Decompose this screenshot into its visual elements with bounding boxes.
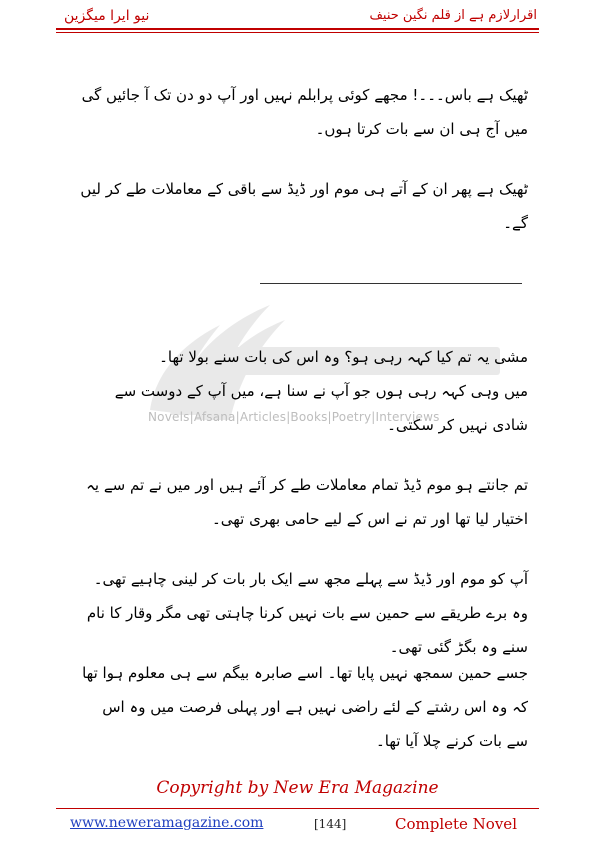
paragraph: مشی یہ تم کیا کہہ رہی ہو؟ وہ اس کی بات سنے بولا تھا۔ xyxy=(159,348,528,366)
section-divider xyxy=(260,283,522,284)
website-link[interactable]: www.neweramagazine.com xyxy=(70,815,264,831)
paragraph: جسے حمین سمجھ نہیں پایا تھا۔ اسے صابرہ بیگم سے ہی معلوم ہوا تھا کہ وہ اس رشتے کے لئے راضی نہیں ہے اور پہلی فرصت میں وہ اس سے بات کرنے چلا آیا تھا۔ xyxy=(82,664,528,750)
paragraph: ٹھیک ہے باس۔۔۔! مجھے کوئی پرابلم نہیں اور آپ دو دن تک آ جائیں گی میں آج ہی ان سے بات کرتا ہوں۔ xyxy=(81,86,528,138)
watermark-text: Novels|Afsana|Articles|Books|Poetry|Interviews xyxy=(148,410,440,424)
page-number: [144] xyxy=(314,817,347,831)
paragraph: تم جانتے ہو موم ڈیڈ تمام معاملات طے کر آئے ہیں اور میں نے تم سے یہ اختیار لیا تھا اور تم نے اس کے لیے حامی بھری تھی۔ xyxy=(86,476,528,528)
paragraph: میں وہی کہہ رہی ہوں جو آپ نے سنا ہے، میں آپ کے دوست سے شادی نہیں کر سکتی۔ xyxy=(114,382,528,434)
paragraph: ٹھیک ہے پھر ان کے آتے ہی موم اور ڈیڈ سے باقی کے معاملات طے کر لیں گے۔ xyxy=(80,180,528,232)
header-rule-thin xyxy=(56,32,539,33)
paragraph: آپ کو موم اور ڈیڈ سے پہلے مجھ سے ایک بار بات کر لینی چاہیے تھی۔ وہ برے طریقے سے حمین سے بات نہیں کرنا چاہتی تھی مگر وقار کا نام سنے وہ بگڑ گئی تھی۔ xyxy=(86,570,528,656)
novel-title: اقرارلازم ہے از قلم نگین حنیف xyxy=(369,8,537,23)
magazine-title: نیو ایرا میگزین xyxy=(64,8,150,24)
page-header xyxy=(0,0,595,30)
footer-rule xyxy=(56,808,539,809)
novel-type-label: Complete Novel xyxy=(395,815,517,833)
copyright-notice: Copyright by New Era Magazine xyxy=(156,778,439,798)
header-rule xyxy=(56,28,539,30)
